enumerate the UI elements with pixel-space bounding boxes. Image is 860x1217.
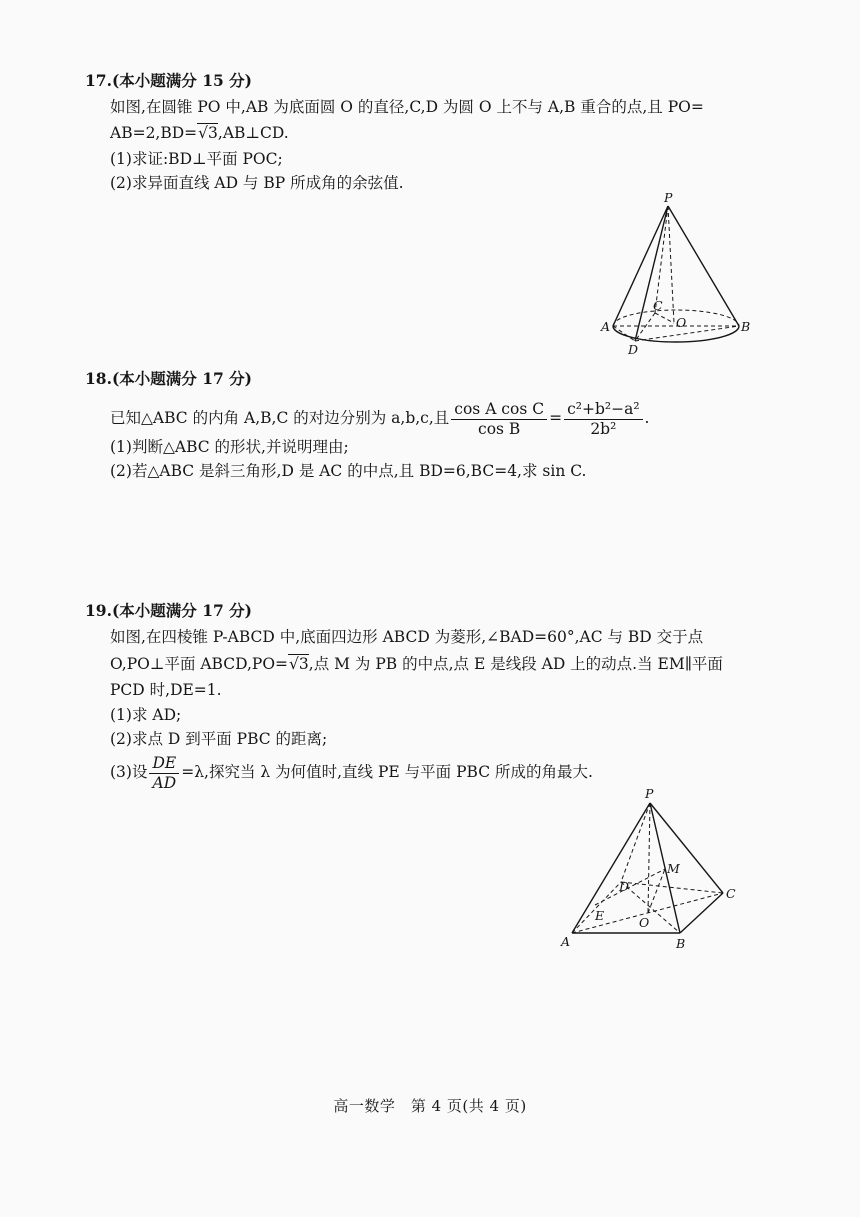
q17-cone-figure xyxy=(595,190,755,360)
q17-text-line-2a: AB=2,BD= xyxy=(110,124,198,142)
q18-fraction-right-denominator: 2b² xyxy=(590,419,617,438)
q17-part-1: (1)求证:BD⊥平面 POC; xyxy=(110,150,283,168)
q17-label-O: O xyxy=(676,315,687,330)
q18-fraction-right-numerator: c²+b²−a² xyxy=(564,400,642,420)
q19-label-A: A xyxy=(561,934,571,949)
q19-text-line-1: 如图,在四棱锥 P-ABCD 中,底面四边形 ABCD 为菱形,∠BAD=60°,AC 与 BD 交于点 xyxy=(110,628,704,646)
q17-text-line-2 xyxy=(110,122,289,144)
q18-fraction-left-numerator: cos A cos C xyxy=(451,400,547,420)
q18-part-1: (1)判断△ABC 的形状,并说明理由; xyxy=(110,438,349,456)
q17-part-2: (2)求异面直线 AD 与 BP 所成角的余弦值. xyxy=(110,174,404,192)
q19-label-E: E xyxy=(595,908,605,923)
q17-sqrt3: √3 xyxy=(198,124,218,142)
q19-part-1: (1)求 AD; xyxy=(110,706,182,724)
q19-label-B: B xyxy=(676,936,686,951)
q19-part-2: (2)求点 D 到平面 PBC 的距离; xyxy=(110,730,328,748)
q18-period: . xyxy=(644,409,650,427)
q18-fraction-left xyxy=(451,400,547,439)
q19-fraction xyxy=(149,754,179,793)
q17-text-line-2c: ,AB⊥CD. xyxy=(217,124,289,142)
q19-text-line-3: PCD 时,DE=1. xyxy=(110,681,222,699)
q17-label-D: D xyxy=(628,342,639,357)
q17-label-C: C xyxy=(653,298,663,313)
q18-equals: = xyxy=(549,409,563,427)
q19-label-P: P xyxy=(645,786,654,801)
q19-pyramid-figure xyxy=(555,785,755,960)
q19-label-O: O xyxy=(639,915,650,930)
q18-text-lead: 已知△ABC 的内角 A,B,C 的对边分别为 a,b,c,且 xyxy=(110,409,450,427)
q19-text-line-2c: ,点 M 为 PB 的中点,点 E 是线段 AD 上的动点.当 EM∥平面 xyxy=(308,655,723,673)
q17-text-line-1: 如图,在圆锥 PO 中,AB 为底面圆 O 的直径,C,D 为圆 O 上不与 A,B 重合的点,且 PO= xyxy=(110,98,704,116)
q17-label-B: B xyxy=(741,319,751,334)
q19-label-D: D xyxy=(619,879,630,894)
q19-heading: 19.(本小题满分 17 分) xyxy=(85,601,252,620)
q19-part-3-rest: =λ,探究当 λ 为何值时,直线 PE 与平面 PBC 所成的角最大. xyxy=(181,763,593,781)
q19-label-C: C xyxy=(726,886,736,901)
q19-fraction-numerator: DE xyxy=(149,754,179,774)
page-footer: 高一数学 第 4 页(共 4 页) xyxy=(333,1097,527,1115)
q18-text-line-1 xyxy=(110,396,649,440)
q19-text-line-2 xyxy=(110,653,723,675)
q18-heading: 18.(本小题满分 17 分) xyxy=(85,369,252,388)
q17-heading: 17.(本小题满分 15 分) xyxy=(85,71,252,90)
q19-part-3 xyxy=(110,750,593,794)
q19-label-M: M xyxy=(667,861,680,876)
q17-label-P: P xyxy=(664,190,673,205)
q19-fraction-denominator: AD xyxy=(152,773,177,792)
q19-part-3-lead: (3)设 xyxy=(110,763,148,781)
q18-fraction-right xyxy=(564,400,642,439)
q18-fraction-left-denominator: cos B xyxy=(478,419,521,438)
q19-text-line-2a: O,PO⊥平面 ABCD,PO= xyxy=(110,655,289,673)
q19-sqrt3: √3 xyxy=(289,655,309,673)
q17-label-A: A xyxy=(601,319,611,334)
q18-part-2: (2)若△ABC 是斜三角形,D 是 AC 的中点,且 BD=6,BC=4,求 sin C. xyxy=(110,462,587,480)
